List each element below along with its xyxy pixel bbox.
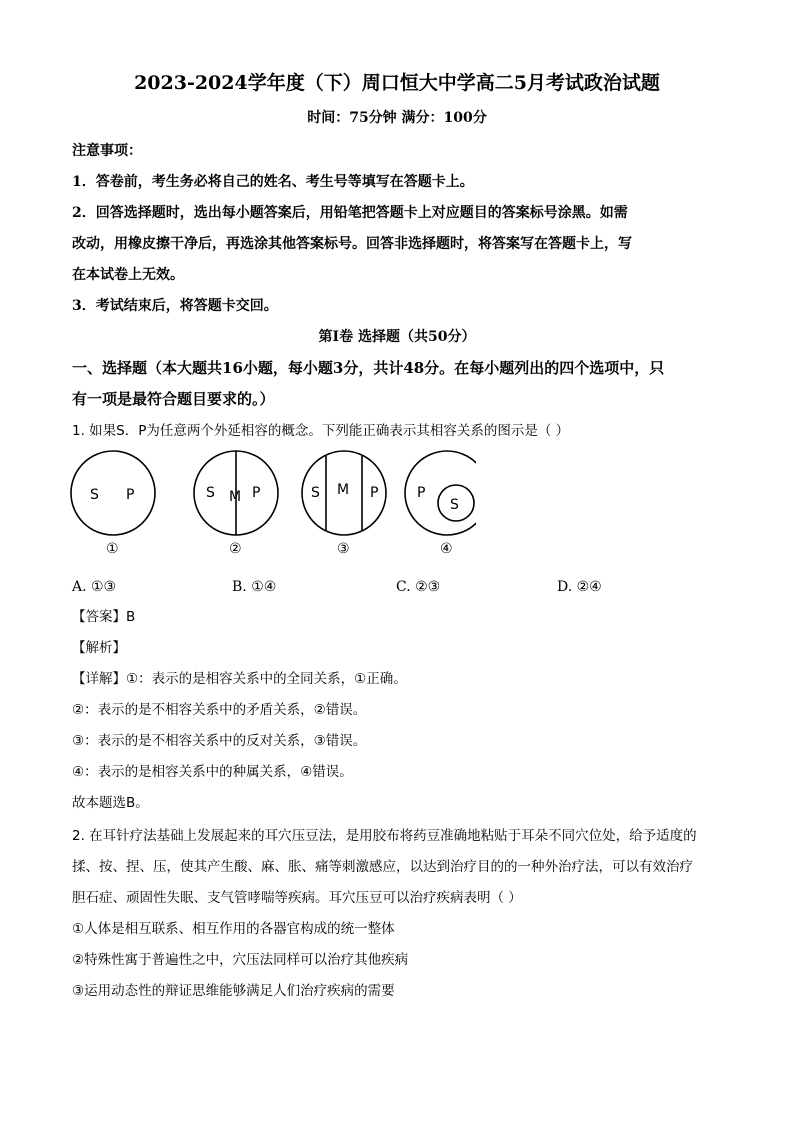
venn-circle [71, 451, 155, 535]
notice-item-2-end: 在本试卷上无效。 [72, 267, 184, 283]
venn-label: M [229, 489, 242, 505]
diagram-caption: ③ [337, 541, 350, 557]
venn-label: S [90, 487, 99, 503]
venn-label: M [337, 482, 350, 498]
venn-label: S [206, 485, 215, 501]
notice-item-2-cont: 改动，用橡皮擦干净后，再选涂其他答案标号。回答非选择题时，将答案写在答题卡上，写 [72, 236, 632, 252]
venn-diagram-3 [302, 451, 386, 557]
question-1-option-d: D. ②④ [557, 579, 602, 595]
page-title: 2023-2024学年度（下）周口恒大中学高二5月考试政治试题 [134, 72, 660, 94]
question-1-stem: 1. 如果S．P为任意两个外延相容的概念。下列能正确表示其相容关系的图示是（ ） [72, 423, 570, 439]
analysis-label: 【解析】 [72, 640, 126, 656]
venn-label: S [450, 497, 459, 513]
notice-heading: 注意事项： [72, 143, 142, 159]
question-2-choice-2: ②特殊性寓于普遍性之中，穴压法同样可以治疗其他疾病 [72, 952, 409, 968]
question-2-choice-3: ③运用动态性的辩证思维能够满足人们治疗疾病的需要 [72, 983, 395, 999]
diagram-caption: ② [229, 541, 242, 557]
venn-label: S [311, 485, 320, 501]
notice-item-2: 2．回答选择题时，选出每小题答案后，用铅笔把答题卡上对应题目的答案标号涂黑。如需 [72, 205, 628, 221]
question-2-stem-3: 胆石症、顽固性失眠、支气管哮喘等疾病。耳穴压豆可以治疗疾病表明（ ） [72, 890, 522, 906]
question-2-choice-1: ①人体是相互联系、相互作用的各器官构成的统一整体 [72, 921, 395, 937]
venn-diagram-1 [71, 451, 155, 557]
detail-line-1: 【详解】①：表示的是相容关系中的全同关系，①正确。 [72, 671, 407, 687]
question-2-stem-2: 揉、按、捏、压，使其产生酸、麻、胀、痛等刺激感应，以达到治疗目的的一种外治疗法，可以有效治疗 [72, 859, 693, 875]
venn-diagram-4 [405, 451, 476, 557]
detail-line-3: ③：表示的是不相容关系中的反对关系，③错误。 [72, 733, 367, 749]
detail-line-2: ②：表示的是不相容关系中的矛盾关系，②错误。 [72, 702, 367, 718]
venn-label: P [417, 485, 426, 501]
exam-time-score: 时间：75分钟 满分：100分 [307, 110, 487, 126]
diagram-caption: ① [106, 541, 119, 557]
section-intro-1: 一、选择题（本大题共16小题，每小题3分，共计48分。在每小题列出的四个选项中，只 [72, 359, 665, 377]
notice-item-3: 3．考试结束后，将答题卡交回。 [72, 298, 278, 314]
section-title: 第Ⅰ卷 选择题（共50分） [318, 329, 476, 345]
diagram-caption: ④ [440, 541, 453, 557]
question-2-stem-1: 2. 在耳针疗法基础上发展起来的耳穴压豆法，是用胶布将药豆准确地粘贴于耳朵不同穴位处，给予适度的 [72, 828, 697, 844]
question-1-option-a: A. ①③ [72, 579, 117, 595]
question-1-option-b: B. ①④ [232, 579, 277, 595]
detail-line-4: ④：表示的是相容关系中的种属关系，④错误。 [72, 764, 353, 780]
venn-diagram-2 [194, 451, 278, 557]
detail-conclusion: 故本题选B。 [72, 795, 149, 811]
venn-label: P [370, 485, 379, 501]
venn-label: P [252, 485, 261, 501]
venn-diagrams [66, 445, 476, 565]
venn-label: P [126, 487, 135, 503]
section-intro-2: 有一项是最符合题目要求的。） [72, 390, 275, 408]
notice-item-1: 1．答卷前，考生务必将自己的姓名、考生号等填写在答题卡上。 [72, 174, 474, 190]
question-1-option-c: C. ②③ [396, 579, 441, 595]
answer-label: 【答案】B [72, 609, 136, 625]
